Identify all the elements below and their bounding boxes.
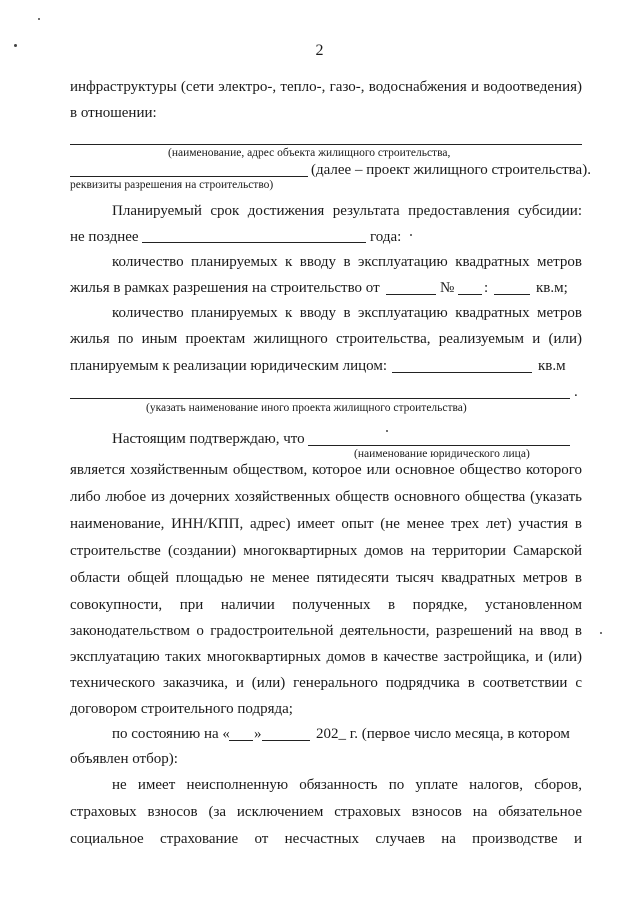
fill-line-sqm	[494, 294, 530, 295]
fill-line-legal-entity	[308, 445, 570, 446]
text-line: не позднее	[70, 229, 139, 245]
text-line: планируемым к реализации юридическим лицом:	[70, 358, 387, 374]
scan-speck	[38, 18, 40, 20]
fill-line-permit-number	[458, 294, 482, 295]
text-line: в отношении:	[70, 105, 157, 121]
text-line: Настоящим подтверждаю, что	[112, 431, 305, 447]
text-line: эксплуатацию таких многоквартирных домов в качестве застройщика, и (или)	[70, 649, 582, 665]
text-line: является хозяйственным обществом, которое или основное общество которого	[70, 462, 582, 478]
fill-line-object	[70, 144, 582, 145]
text-line: договором строительного подряда;	[70, 701, 293, 717]
text-line: по состоянию на «	[112, 726, 230, 742]
text-line: социальное страхование от несчастных случаев на производстве и	[70, 831, 582, 847]
fill-line-permit-date	[386, 294, 436, 295]
text-line: страховых взносов (за исключением страховых взносов на обязательное	[70, 804, 582, 820]
text-line: года:	[370, 229, 402, 245]
page-number: 2	[315, 42, 324, 59]
text-line: объявлен отбор):	[70, 751, 178, 767]
text-line: .	[574, 384, 578, 400]
caption-permit: реквизиты разрешения на строительство)	[70, 179, 274, 191]
scan-speck	[14, 44, 17, 47]
text-line: »	[254, 726, 262, 742]
text-line: жилья в рамках разрешения на строительство от	[70, 280, 380, 296]
text-line: количество планируемых к вводу в эксплуатацию квадратных метров	[112, 305, 582, 321]
text-line: не имеет неисполненную обязанность по уплате налогов, сборов,	[112, 777, 582, 793]
text-line: :	[484, 280, 489, 296]
caption-legal-entity: (наименование юридического лица)	[354, 448, 530, 460]
caption-other-project: (указать наименование иного проекта жилищного строительства)	[146, 402, 467, 414]
text-line: 202_ г. (первое число месяца, в котором	[316, 726, 570, 742]
caption-object: (наименование, адрес объекта жилищного строительства,	[168, 147, 451, 159]
text-line: (далее – проект жилищного строительства).	[311, 162, 591, 178]
scan-speck	[410, 234, 412, 236]
scan-speck	[386, 430, 388, 432]
text-line: количество планируемых к вводу в эксплуатацию квадратных метров	[112, 254, 582, 270]
text-line: законодательством о градостроительной деятельности, разрешений на ввод в	[70, 623, 582, 639]
text-line: технического заказчика, и (или) генерального подрядчика в соответствии с	[70, 675, 582, 691]
text-line: наименование, ИНН/КПП, адрес) имеет опыт (не менее трех лет) участия в	[70, 516, 582, 532]
text-line: кв.м	[538, 358, 566, 374]
text-line: Планируемый срок достижения результата предоставления субсидии:	[112, 203, 582, 219]
fill-line-month	[262, 740, 310, 741]
text-line: совокупности, при наличии полученных в порядке, установленном	[70, 597, 582, 613]
scan-speck	[600, 632, 602, 634]
text-line: жилья по иным проектам жилищного строительства, реализуемым и (или)	[70, 331, 582, 347]
fill-line-deadline	[142, 242, 366, 243]
text-line: области общей площадью не менее пятидесяти тысяч квадратных метров в	[70, 570, 582, 586]
fill-line-day	[229, 740, 253, 741]
text-line: либо любое из дочерних хозяйственных обществ основного общества (указать	[70, 489, 582, 505]
fill-line-other-sqm	[392, 372, 532, 373]
text-line: строительстве (создании) многоквартирных домов на территории Самарской	[70, 543, 582, 559]
text-line: кв.м;	[536, 280, 568, 296]
text-line: инфраструктуры (сети электро-, тепло-, газо-, водоснабжения и водоотведения)	[70, 79, 582, 95]
text-line: №	[440, 280, 455, 296]
fill-line-object-cont	[70, 176, 308, 177]
fill-line-other-project	[70, 398, 570, 399]
